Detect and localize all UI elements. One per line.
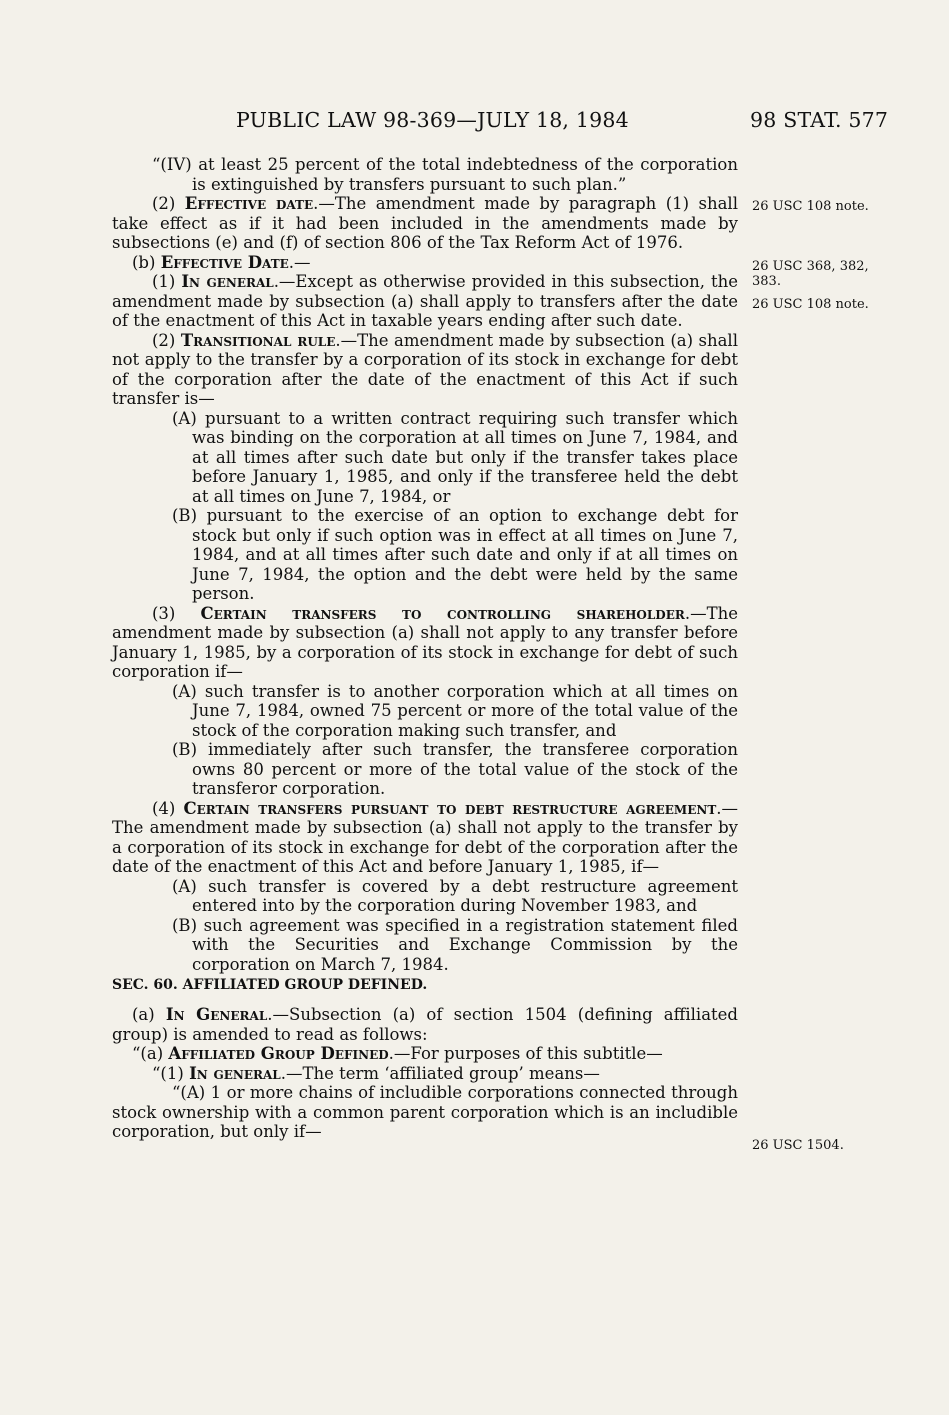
- text-run: .—The amendment made by subsection (a) shall not apply to the transfer by a corporation of its stock in exchange for debt of the corporation after the date of the enactment of this Act and before January 1, 1985, if—: [112, 798, 738, 876]
- paragraph-heading: Affiliated Group Defined: [168, 1044, 389, 1063]
- paragraph: [112, 409, 738, 507]
- text-run: (a): [132, 1005, 166, 1024]
- text-run: .—The amendment made by paragraph (1) shall take effect as if it had been included in the amendments made by subsections (e) and (f) of section 806 of the Tax Reform Act of 1976.: [112, 194, 738, 252]
- text-run: (4): [152, 798, 184, 818]
- paragraph: [112, 916, 738, 975]
- text-run: (1): [152, 272, 182, 291]
- paragraph: [112, 1083, 738, 1142]
- paragraph-heading: Effective Date: [160, 252, 289, 272]
- paragraph: [112, 155, 738, 194]
- text-run: (A) such transfer is to another corporation which at all times on June 7, 1984, owned 75 percent or more of the total value of the stock of the corporation making such transfer, and: [172, 681, 738, 740]
- margin-citation: 26 USC 108 note.: [752, 199, 869, 214]
- paragraph-heading: In general: [181, 272, 274, 291]
- text-run: (B) pursuant to the exercise of an option to exchange debt for stock but only if such option was in effect at all times on June 7, 1984, and at all times after such date and only if at all times on June 7, 1984, the option and the debt were held by the same person.: [172, 506, 738, 603]
- paragraph-heading: Certain transfers pursuant to debt restructure agreement: [183, 798, 717, 818]
- statute-text: [112, 155, 738, 1142]
- section-heading: [112, 976, 738, 995]
- text-run: (B) such agreement was specified in a registration statement filed with the Securities and Exchange Commission by the corporation on March 7, 1984.: [172, 915, 738, 974]
- text-run: .—For purposes of this subtitle—: [388, 1044, 663, 1063]
- paragraph-heading: In general: [189, 1063, 281, 1083]
- margin-citation: 26 USC 1504.: [752, 1138, 844, 1153]
- margin-citation: 26 USC 108 note.: [752, 297, 869, 312]
- text-run: .—: [288, 252, 311, 272]
- paragraph: [112, 1044, 738, 1064]
- paragraph: [112, 1005, 738, 1044]
- paragraph: [112, 740, 738, 799]
- text-run: “(A) 1 or more chains of includible corporations connected through stock ownership with a common parent corporation which is an includible corporation, but only if—: [112, 1083, 738, 1141]
- paragraph: [112, 604, 738, 682]
- page-header: [0, 108, 949, 136]
- paragraph: [112, 253, 738, 273]
- page-number: 98 STAT. 577: [750, 108, 889, 132]
- text-run: (A) such transfer is covered by a debt restructure agreement entered into by the corporation during November 1983, and: [172, 876, 738, 915]
- paragraph: [112, 194, 738, 253]
- text-run: .—Except as otherwise provided in this subsection, the amendment made by subsection (a) shall apply to transfers after the date of the enactment of this Act in taxable years ending after such date.: [112, 272, 738, 330]
- paragraph: [112, 331, 738, 409]
- text-run: (2): [152, 194, 185, 213]
- text-run: (B) immediately after such transfer, the transferee corporation owns 80 percent or more of the total value of the stock of the transferor corporation.: [172, 740, 738, 798]
- paragraph: [112, 272, 738, 331]
- text-run: .—Subsection (a) of section 1504 (defining affiliated group) is amended to read as follows:: [112, 1005, 738, 1044]
- text-run: (A) pursuant to a written contract requiring such transfer which was binding on the corporation at all times on June 7, 1984, and at all times after such date but only if the transfer takes place before January 1, 1985, and only if the transferee held the debt at all times on June 7, 1984, or: [172, 408, 738, 506]
- text-run: (3): [152, 603, 201, 623]
- text-run: .—The term ‘affiliated group’ means—: [280, 1063, 600, 1083]
- text-run: “(a): [132, 1044, 169, 1063]
- paragraph: [112, 877, 738, 916]
- text-run: “(1): [152, 1063, 190, 1083]
- paragraph: [112, 1064, 738, 1084]
- running-title: PUBLIC LAW 98-369—JULY 18, 1984: [236, 108, 629, 132]
- text-run: .—The amendment made by subsection (a) shall not apply to any transfer before January 1, 1985, by a corporation of its stock in exchange for debt of such corporation if—: [112, 603, 738, 681]
- text-run: SEC. 60. AFFILIATED GROUP DEFINED.: [112, 977, 428, 993]
- margin-citation: 26 USC 368, 382, 383.: [752, 259, 869, 289]
- paragraph: [112, 682, 738, 741]
- paragraph: [112, 506, 738, 604]
- paragraph-heading: Transitional rule: [180, 330, 336, 350]
- paragraph-heading: Certain transfers to controlling shareholder: [200, 603, 685, 623]
- text-run: .—The amendment made by subsection (a) shall not apply to the transfer by a corporation of its stock in exchange for debt of the corporation after the date of the enactment of this Act if such transfer is—: [112, 330, 738, 408]
- text-run: (2): [152, 330, 181, 350]
- paragraph: [112, 799, 738, 877]
- text-run: “(IV) at least 25 percent of the total indebtedness of the corporation is extinguished by transfers pursuant to such plan.”: [152, 155, 738, 194]
- paragraph-heading: Effective date: [184, 194, 314, 213]
- text-run: (b): [132, 252, 161, 272]
- paragraph-heading: In General: [165, 1005, 268, 1024]
